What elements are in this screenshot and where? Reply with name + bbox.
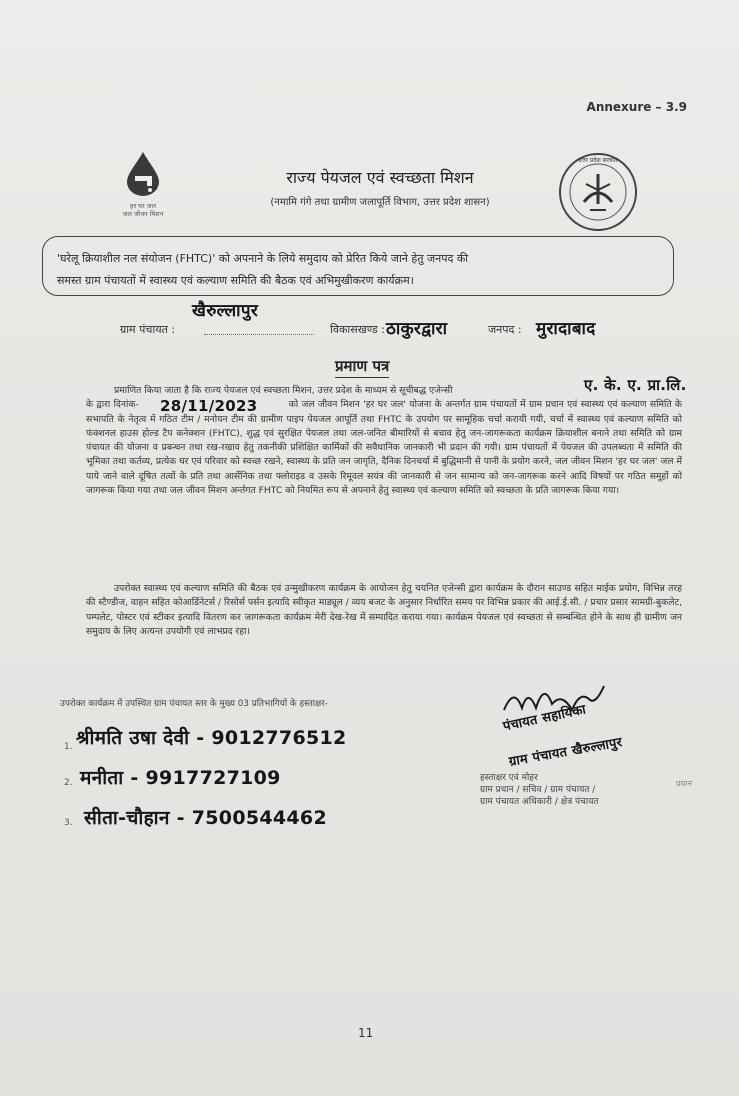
- para2-text: उपरोक्त स्वास्थ्य एवं कल्याण समिति की बैठक एवं उन्मुखीकरण कार्यक्रम के आयोजन हेतु चयनित एजेन्सी द्वारा कार्यक्रम के दौरान साउण्ड सहित माईक प्रयोग, विभिन्न तरह की स्टैण्डीज, वाहन सहित कोआर्डिनेटर्स / रिसोर्स पर्सन इत्यादि स्वीकृत माड्यूल / व्यय बजट के अनुसार निर्धारित समय पर विभिन्न प्रकार की आई.ई.सी. / प्रचार प्रसार सामग्री-बुकलेट, पम्पलेट, पोस्टर एवं स्टीकर इत्यादि वितरण कर जागरूकता कार्यक्रम मेरी देख-रेख में सम्पादित कराया गया। कार्यक्रम पेयजल एवं स्वच्छता से सम्बन्धित होने के साथ ही ग्रामीण जन समुदाय के लिए अत्यन्त उपयोगी एवं लाभप्रद रहा।: [86, 583, 682, 637]
- participant-2-signature: मनीता - 9917727109: [80, 767, 281, 789]
- gram-panchayat-label: ग्राम पंचायत :: [120, 323, 176, 336]
- janpad-label: जनपद :: [488, 323, 522, 336]
- page-number: 11: [358, 1026, 374, 1040]
- official-signature-caption: [480, 772, 599, 808]
- har-ghar-jal-logo: [108, 150, 178, 218]
- participant-3-number: 3.: [64, 818, 73, 828]
- certificate-title: प्रमाण पत्र: [335, 356, 389, 378]
- vikaskhand-value: ठाकुरद्वारा: [386, 319, 448, 339]
- mission-title: राज्य पेयजल एवं स्वच्छता मिशन: [286, 168, 474, 187]
- gram-panchayat-line: [204, 322, 314, 335]
- annexure-label: Annexure – 3.9: [586, 100, 687, 114]
- water-drop-icon: [121, 150, 165, 198]
- participant-1-number: 1.: [64, 742, 73, 752]
- program-banner: [42, 236, 674, 296]
- janpad-value: मुरादाबाद: [536, 319, 596, 339]
- certificate-paragraph-2: [86, 582, 682, 639]
- stamp-panchayat-sahayika: पंचायत सहायिका: [501, 702, 588, 735]
- para1-rest: को जल जीवन मिशन 'हर घर जल' योजना के अन्तर्गत ग्राम पंचायतों में ग्राम प्रधान एवं स्वास्थ्य एवं कल्याण समिति के सभापति के नेतृत्व में गठित टीम / मनोयन टीम की ग्रामीण पाइप पेयजल आपूर्ति तथा FHTC के उपयोग पर सामूहिक चर्चा करायी गयी, चर्चा में स्वास्थ्य एवं कल्याण समिति को फंक्शनल हाउस होल्ड टैप कनेक्शन (FHTC), शुद्ध एवं सुरक्षित पेयजल तथा जल-जनित बीमारियों से बचाव हेतु जन-जागरूकता कार्यक्रम क्रियाशील बनाने तथा समिति को ग्राम पंचायत की योजना व प्रबन्धन तथा रख-रखाव हेतु तकनीकी प्रशिक्षित कार्मिकों की सवैधानिक जानकारी भी प्रदान की गयी। ग्राम पंचायतों में पेयजल की उपलब्धता में समिति की भूमिका तथा कर्तव्य, प्रत्येक घर एवं परिवार को स्वच्छ रखने, स्वास्थ्य के प्रति जन जागृति, दैनिक दिनचर्या में बुद्धिमानी से पानी के प्रयोग करने, जल जीवन मिशन 'हर घर जल' जल में पाये जाने वाले दूषित तत्वों के प्रति तथा आर्सेनिक तथा फ्लोराइड व उसके रिमूवल सयंत्र की जानकारी से जन सामान्य को जन-जागरूक करने आदि विषयों पर गठित समूहों को जागरूक किया गया तथा जल जीवन मिशन अर्न्तगत FHTC को नियमित रूप से अपनाने हेतु स्वास्थ्य एवं कल्याण समिति को स्वच्छता के प्रति जागरूक किया गया।: [86, 399, 682, 497]
- participant-1-signature: श्रीमति उषा देवी - 9012776512: [76, 727, 347, 749]
- emblem-text: उत्तर प्रदेश सरकार: [578, 157, 618, 164]
- banner-line-1: 'घरेलू क्रियाशील नल संयोजन (FHTC)' को अपनाने के लिये समुदाय को प्रेरित किये जाने हेतु जनपद की: [57, 252, 469, 265]
- official-line-2: ग्राम प्रधान / सचिव / ग्राम पंचायत /: [480, 785, 596, 795]
- participant-3-signature: सीता-चौहान - 7500544462: [84, 807, 327, 829]
- banner-line-2: समस्त ग्राम पंचायतों में स्वास्थ्य एवं कल्याण समिति की बैठक एवं अभिमुखीकरण कार्यक्रम।: [57, 274, 414, 287]
- gram-panchayat-value: खैरुल्लापुर: [192, 301, 259, 321]
- para1-date-label: के द्वारा दिनांक-: [86, 399, 139, 411]
- logo-subtext: जल जीवन मिशन: [122, 210, 164, 218]
- para1-start: प्रमाणित किया जाता है कि राज्य पेयजल एवं स्वच्छता मिशन, उत्तर प्रदेश के माध्यम से सूचीबद्ध एजेन्सी: [114, 385, 453, 396]
- official-line-1: हस्ताक्षर एवं मोहर: [480, 773, 538, 783]
- agency-name-handwritten: ए. के. ए. प्रा.लि.: [584, 376, 687, 394]
- participants-intro: उपरोक्त कार्यक्रम में उपस्थित ग्राम पंचायत स्तर के मुख्य 03 प्रतिभागियों के हस्ताक्षर-: [60, 699, 328, 709]
- official-line-3: ग्राम पंचायत अधिकारी / क्षेत्र पंचायत: [480, 797, 599, 807]
- faint-pradhan-text: प्रधान: [676, 779, 692, 788]
- date-handwritten: 28/11/2023: [160, 397, 258, 415]
- up-government-emblem-icon: [556, 150, 640, 234]
- participant-2-number: 2.: [64, 778, 73, 788]
- logo-tagline: हर घर जल: [130, 202, 156, 210]
- vikaskhand-label: विकासखण्ड :: [330, 323, 386, 336]
- mission-subtitle: (नमामि गंगे तथा ग्रामीण जलापूर्ति विभाग, उत्तर प्रदेश शासन): [270, 197, 490, 208]
- stamp-gram-panchayat: ग्राम पंचायत खैरुल्लापुर: [507, 735, 624, 770]
